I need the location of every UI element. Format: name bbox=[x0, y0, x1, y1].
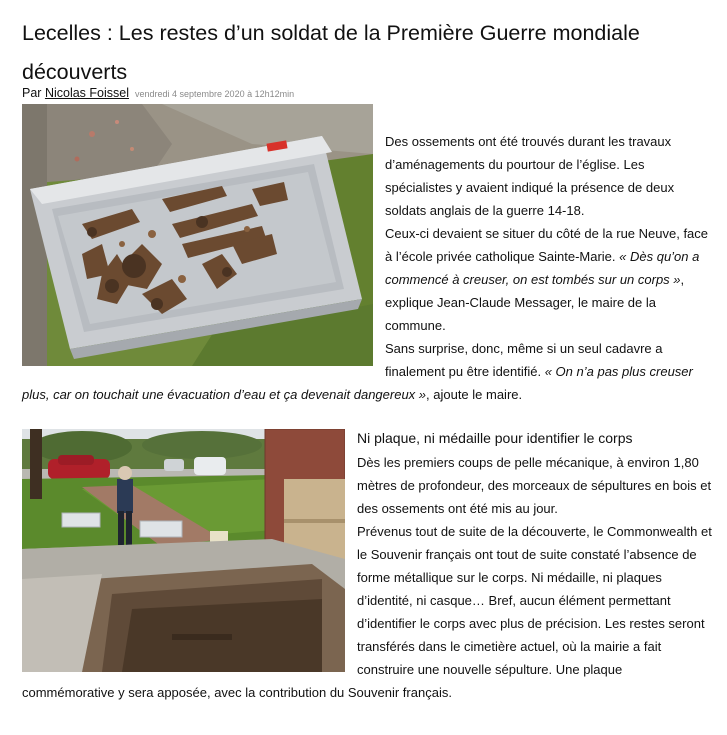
author-link[interactable]: Nicolas Foissel bbox=[44, 86, 129, 100]
paragraph-3-text-a: Sans surprise, donc, même si un seul cadavre a finalement pu être identifié. bbox=[385, 341, 663, 379]
article bbox=[22, 0, 712, 704]
bones-tray-photo bbox=[22, 104, 373, 366]
publish-date: vendredi 4 septembre 2020 à 12h12min bbox=[135, 89, 295, 99]
mayor-quote-1: « Dès qu’on a commencé à creuser, on est tombés sur un corps » bbox=[385, 249, 700, 287]
section-identification bbox=[22, 406, 712, 704]
mayor-quote-2: « On n’a pas plus creuser plus, car on touchait une évacuation d’eau et ça devenait dangereux » bbox=[22, 364, 693, 402]
excavation-photo bbox=[22, 429, 345, 672]
byline bbox=[22, 85, 712, 102]
paragraph-1: Des ossements ont été trouvés durant les travaux d’aménagements du pourtour de l’église. Les spécialistes y avaient indiqué la présence de deux soldats anglais de la guerre 14-18. bbox=[385, 134, 675, 218]
paragraph-4: Dès les premiers coups de pelle mécanique, à environ 1,80 mètres de profondeur, des morceaux de sépultures en bois et des ossements ont été mis au jour. bbox=[357, 455, 712, 516]
paragraph-3-text-b: , ajoute le maire. bbox=[426, 387, 523, 402]
section-discovery bbox=[22, 104, 712, 406]
paragraph-2-text-a: Ceux-ci devaient se situer du côté de la rue Neuve, face à l’école privée catholique Sainte-Marie. bbox=[385, 226, 709, 264]
byline-prefix: Par bbox=[22, 86, 45, 100]
article-title: Lecelles : Les restes d’un soldat de la Première Guerre mondiale découverts bbox=[22, 21, 640, 84]
paragraph-5: Prévenus tout de suite de la découverte, le Commonwealth et le Souvenir français ont tout de suite constaté l’absence de forme métallique sur le corps. Ni médaille, ni plaques d’identité, ni casque… Bref, aucun élément permettant d’identifier le corps avec plus de précision. Les restes seront transférés dans le cimetière actuel, où la mairie a fait construire une nouvelle sépulture. Une plaque commémorative y sera apposée, avec la contribution du Souvenir français. bbox=[22, 524, 712, 700]
paragraph-2-text-b: , explique Jean-Claude Messager, le maire de la commune. bbox=[385, 272, 685, 333]
subheading: Ni plaque, ni médaille pour identifier le corps bbox=[357, 430, 633, 446]
